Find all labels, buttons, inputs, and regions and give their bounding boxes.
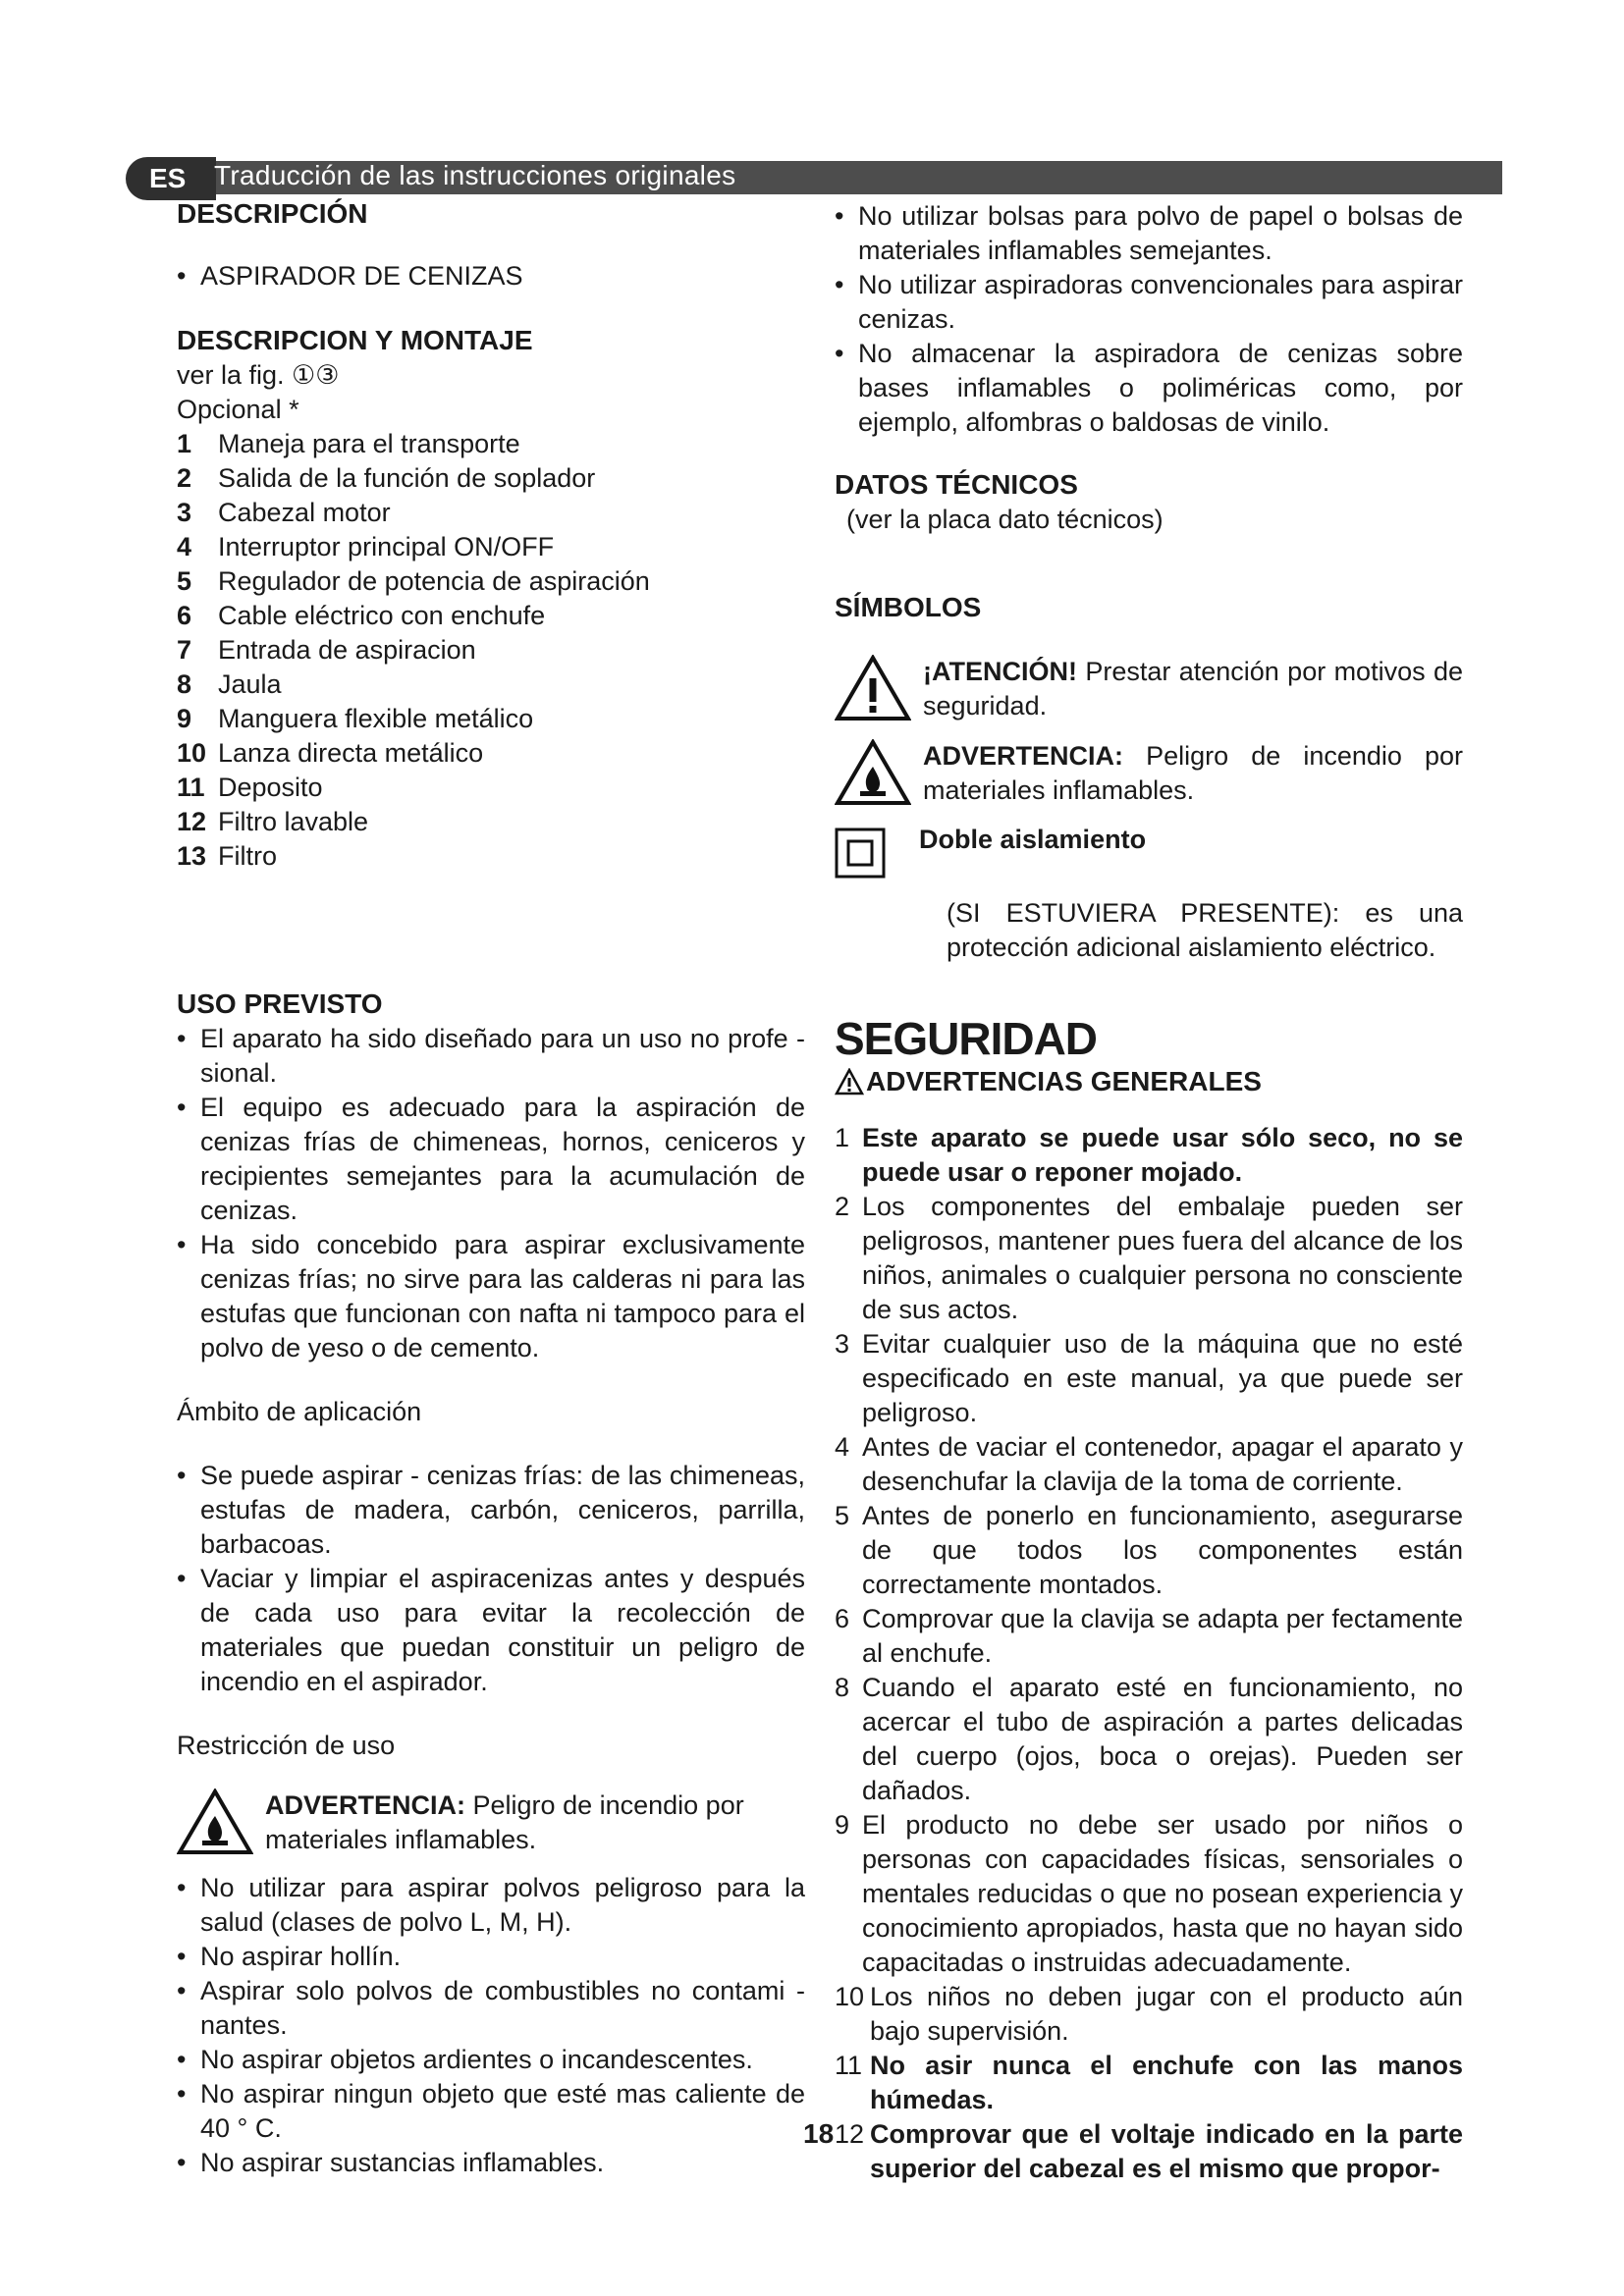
- page-number: 18: [803, 2118, 835, 2149]
- montaje-title: DESCRIPCION Y MONTAJE: [177, 325, 533, 355]
- advertencias-generales-title: ADVERTENCIAS GENERALES: [866, 1066, 1262, 1096]
- list-item: • El equipo es adecuado para la aspiración de cenizas frías de chimeneas, hornos, ceniceros y recipientes semejantes para la acumulación de cenizas.: [177, 1091, 805, 1228]
- double-insulation-icon: [835, 828, 886, 879]
- list-item: [835, 1671, 1463, 1808]
- atencion-text: ¡ATENCIÓN! Prestar atención por motivos de seguridad.: [923, 657, 1463, 721]
- fire-warning-icon: [835, 739, 911, 806]
- item-number: 8: [177, 669, 192, 699]
- list-item: • No aspirar sustancias inflamables.: [177, 2146, 805, 2180]
- advertencia-text: ADVERTENCIA: Peligro de incendio por materiales inflamables.: [923, 741, 1463, 805]
- descripcion-item: • ASPIRADOR DE CENIZAS: [177, 259, 805, 294]
- opcional-note: Opcional *: [177, 395, 299, 424]
- item-number: 12: [177, 807, 207, 836]
- rule-text: El producto no debe ser usado por niños o personas con capacidades físicas, sensoriales o mentales reducidas o que no posean experiencia y conocimiento apropiados, hasta que no hayan sido capacitadas o instruidas adecuadamente.: [862, 1810, 1463, 1977]
- item-label: Lanza directa metálico: [218, 738, 484, 768]
- rules-list: [835, 1121, 1463, 2186]
- rule-number: 11: [835, 2051, 863, 2080]
- rule-text: Comprovar que la clavija se adapta per fectamente al enchufe.: [862, 1604, 1463, 1668]
- list-item: • No almacenar la aspiradora de cenizas sobre bases inflamables o poliméricas como, por ejemplo, alfombras o baldosas de vinilo.: [835, 337, 1463, 440]
- list-item: • No aspirar hollín.: [177, 1940, 805, 1974]
- ver-fig: ver la fig. ①③: [177, 360, 340, 390]
- language-code: ES: [149, 163, 187, 193]
- right-column-bottom: [835, 1013, 1463, 2186]
- header-title: Traducción de las instrucciones originales: [214, 160, 736, 190]
- language-badge: [126, 157, 216, 200]
- item-number: 6: [177, 601, 192, 630]
- rule-text: Los niños no deben jugar con el producto aún bajo supervisión.: [870, 1982, 1463, 2046]
- doble-aislamiento-title: Doble aislamiento: [919, 825, 1147, 854]
- item-label: Entrada de aspiracion: [218, 635, 476, 665]
- item-label: Manguera flexible metálico: [218, 704, 534, 733]
- list-item: • No utilizar aspiradoras convencionales para aspirar cenizas.: [835, 268, 1463, 337]
- list-item: [177, 599, 805, 633]
- datos-tecnicos-title: DATOS TÉCNICOS: [835, 469, 1078, 500]
- list-item: • Aspirar solo polvos de combustibles no contami - nantes.: [177, 1974, 805, 2043]
- ambito-list: [177, 1459, 805, 1699]
- item-number: 3: [177, 498, 192, 527]
- list-item: [177, 667, 805, 702]
- list-item: • El aparato ha sido diseñado para un uso no profe - sional.: [177, 1022, 805, 1091]
- list-item: [835, 1808, 1463, 1980]
- list-item: [177, 461, 805, 496]
- rule-text: Evitar cualquier uso de la máquina que no esté especificado en este manual, ya que puede ser peligroso.: [862, 1329, 1463, 1427]
- list-item: [835, 1327, 1463, 1430]
- doble-aislamiento-symbol: [835, 822, 1463, 879]
- rule-number: 10: [835, 1982, 865, 2011]
- list-item: [177, 564, 805, 599]
- list-item: • Se puede aspirar - cenizas frías: de las chimeneas, estufas de madera, carbón, ceniceros, parrilla, barbacoas.: [177, 1459, 805, 1562]
- list-item: [177, 702, 805, 736]
- advertencia-symbol: [835, 739, 1463, 808]
- list-item: [835, 2117, 1463, 2186]
- list-item: [177, 530, 805, 564]
- list-item: [177, 839, 805, 874]
- restriccion-title: Restricción de uso: [177, 1731, 396, 1760]
- rule-number: 5: [835, 1501, 850, 1530]
- item-label: Filtro: [218, 841, 277, 871]
- list-item: [177, 771, 805, 805]
- exclamation-warning-icon: [835, 1068, 864, 1095]
- item-label: Salida de la función de soplador: [218, 463, 596, 493]
- rule-number: 2: [835, 1192, 850, 1221]
- bolsas-list: [835, 199, 1463, 440]
- list-item: [177, 633, 805, 667]
- rule-number: 4: [835, 1432, 850, 1462]
- item-label: Filtro lavable: [218, 807, 369, 836]
- simbolos-title: SÍMBOLOS: [835, 592, 982, 622]
- right-column-top: [835, 199, 1463, 965]
- item-label: Cabezal motor: [218, 498, 391, 527]
- list-item: [177, 427, 805, 461]
- list-item: [835, 1602, 1463, 1671]
- list-item: [835, 1190, 1463, 1327]
- rule-text: Antes de vaciar el contenedor, apagar el aparato y desenchufar la clavija de la toma de corriente.: [862, 1432, 1463, 1496]
- item-number: 5: [177, 566, 192, 596]
- rule-number: 9: [835, 1810, 850, 1840]
- advertencias-generales-heading: [835, 1064, 1463, 1099]
- uso-list: [177, 1022, 805, 1365]
- rule-number: 12: [835, 2119, 865, 2149]
- restriccion-warning-text: ADVERTENCIA: Peligro de incendio por materiales inflamables.: [265, 1790, 744, 1854]
- list-item: [177, 496, 805, 530]
- ambito-title: Ámbito de aplicación: [177, 1397, 422, 1426]
- restriccion-warning: [177, 1789, 805, 1857]
- list-item: • No aspirar objetos ardientes o incandescentes.: [177, 2043, 805, 2077]
- rule-number: 1: [835, 1123, 850, 1152]
- item-label: Cable eléctrico con enchufe: [218, 601, 546, 630]
- rule-text: Antes de ponerlo en funcionamiento, asegurarse de que todos los componentes están correctamente montados.: [862, 1501, 1463, 1599]
- list-item: • Ha sido concebido para aspirar exclusivamente cenizas frías; no sirve para las calderas ni para las estufas que funcionan con nafta ni tampoco para el polvo de yeso o de cemento.: [177, 1228, 805, 1365]
- list-item: [835, 1121, 1463, 1190]
- seguridad-title: SEGURIDAD: [835, 1013, 1098, 1064]
- restriccion-list: [177, 1871, 805, 2180]
- list-item: • Vaciar y limpiar el aspiracenizas antes y después de cada uso para evitar la recolección de materiales que puedan constituir un peligro de incendio en el aspirador.: [177, 1562, 805, 1699]
- item-number: 11: [177, 773, 205, 802]
- list-item: [177, 805, 805, 839]
- rule-number: 6: [835, 1604, 850, 1633]
- item-label: Interruptor principal ON/OFF: [218, 532, 555, 561]
- rule-text: Comprovar que el voltaje indicado en la parte superior del cabezal es el mismo que propor-: [870, 2119, 1463, 2183]
- list-item: [835, 1430, 1463, 1499]
- list-item: [835, 1499, 1463, 1602]
- exclamation-warning-icon: [835, 655, 911, 721]
- uso-previsto-title: USO PREVISTO: [177, 988, 383, 1019]
- list-item: • No aspirar ningun objeto que esté mas caliente de 40 ° C.: [177, 2077, 805, 2146]
- rule-text: Este aparato se puede usar sólo seco, no se puede usar o reponer mojado.: [862, 1123, 1463, 1187]
- list-item: [835, 1980, 1463, 2049]
- rule-text: Cuando el aparato esté en funcionamiento, no acercar el tubo de aspiración a partes delicadas del cuerpo (ojos, boca o orejas). Pueden ser dañados.: [862, 1673, 1463, 1805]
- item-label: Jaula: [218, 669, 282, 699]
- item-number: 13: [177, 841, 207, 871]
- fire-warning-icon: [177, 1789, 253, 1855]
- list-item: • No utilizar para aspirar polvos peligroso para la salud (clases de polvo L, M, H).: [177, 1871, 805, 1940]
- item-number: 9: [177, 704, 192, 733]
- list-item: [835, 2049, 1463, 2117]
- descripcion-title: DESCRIPCIÓN: [177, 198, 368, 229]
- rule-text: Los componentes del embalaje pueden ser peligrosos, mantener pues fuera del alcance de los niños, animales o cualquier persona no consciente de sus actos.: [862, 1192, 1463, 1324]
- rule-number: 3: [835, 1329, 850, 1359]
- left-column-top: [177, 196, 805, 874]
- list-item: [177, 736, 805, 771]
- atencion-symbol: [835, 655, 1463, 723]
- rule-text: No asir nunca el enchufe con las manos húmedas.: [870, 2051, 1463, 2114]
- item-label: Maneja para el transporte: [218, 429, 520, 458]
- datos-tecnicos-text: (ver la placa dato técnicos): [846, 505, 1164, 534]
- item-number: 2: [177, 463, 192, 493]
- doble-aislamiento-text: (SI ESTUVIERA PRESENTE): es una protección adicional aislamiento eléctrico.: [947, 898, 1463, 962]
- item-number: 4: [177, 532, 192, 561]
- item-number: 7: [177, 635, 192, 665]
- item-number: 10: [177, 738, 207, 768]
- left-column-bottom: [177, 987, 805, 2180]
- item-number: 1: [177, 429, 192, 458]
- item-label: Regulador de potencia de aspiración: [218, 566, 650, 596]
- list-item: • No utilizar bolsas para polvo de papel o bolsas de materiales inflamables semejantes.: [835, 199, 1463, 268]
- rule-number: 8: [835, 1673, 850, 1702]
- item-label: Deposito: [218, 773, 323, 802]
- parts-list: [177, 427, 805, 874]
